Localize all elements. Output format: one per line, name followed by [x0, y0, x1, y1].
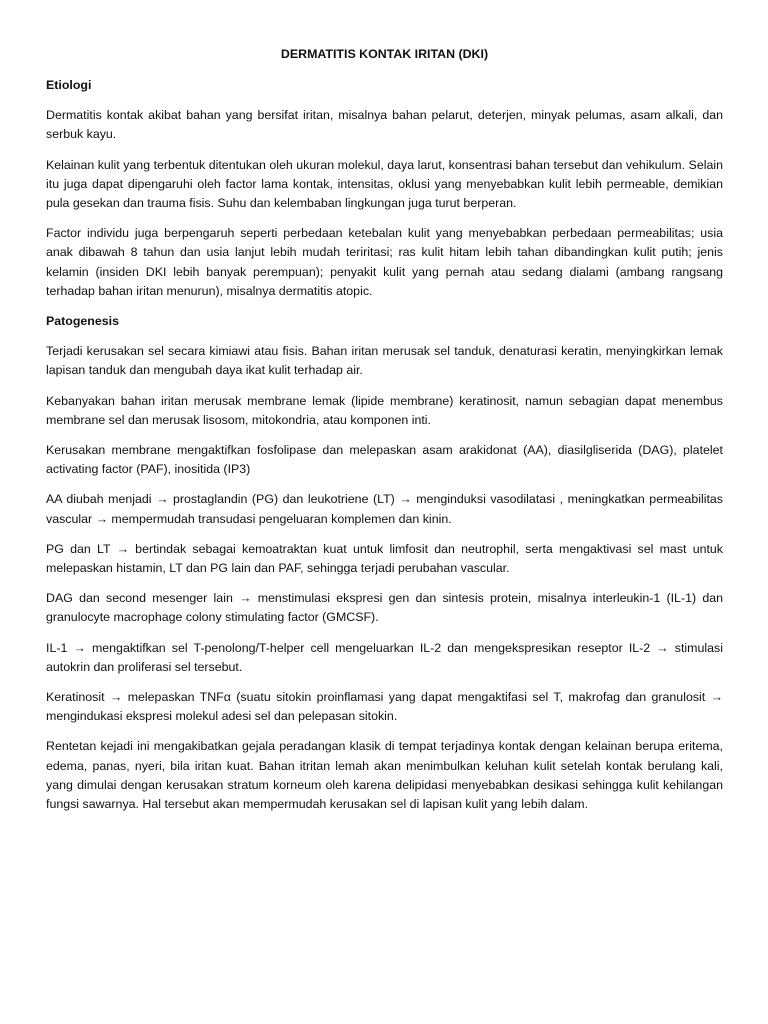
paragraph: Kelainan kulit yang terbentuk ditentukan oleh ukuran molekul, daya larut, konsentrasi bahan tersebut dan vehikulum. Selain itu juga dapat dipengaruhi oleh factor lama kontak, intensitas, oklusi yang menyebabkan kulit lebih permeable, demikian pula gesekan dan trauma fisis. Suhu dan kelembaban lingkungan juga turut berperan. [46, 157, 723, 211]
document-page [46, 44, 723, 825]
paragraph: IL-1 → mengaktifkan sel T-penolong/T-helper cell mengeluarkan IL-2 dan mengekspresikan reseptor IL-2 → stimulasi autokrin dan proliferasi sel tersebut. [46, 640, 723, 674]
section-heading-patogenesis: Patogenesis [46, 314, 119, 329]
document-title: DERMATITIS KONTAK IRITAN (DKI) [280, 47, 489, 61]
paragraph: Kerusakan membrane mengaktifkan fosfolipase dan melepaskan asam arakidonat (AA), diasilgliserida (DAG), platelet activating factor (PAF), inositida (IP3) [46, 443, 723, 477]
section-patogenesis [46, 312, 723, 814]
paragraph: DAG dan second mesenger lain → menstimulasi ekspresi gen dan sintesis protein, misalnya interleukin-1 (IL-1) dan granulocyte macrophage colony stimulating factor (GMCSF). [46, 591, 723, 625]
section-etiologi [46, 76, 723, 301]
paragraph: Rentetan kejadi ini mengakibatkan gejala peradangan klasik di tempat terjadinya kontak dengan kelainan berupa eritema, edema, panas, nyeri, bila iritan kuat. Bahan itritan lemah akan menimbulkan keluhan kulit setelah kontak berulang kali, yang dimulai dengan kerusakan stratum korneum oleh karena delipidasi menyebabkan desikasi sehingga kulit kehilangan fungsi sawarnya. Hal tersebut akan mempermudah kerusakan sel di lapisan kulit yang lebih dalam. [46, 739, 723, 812]
section-heading-etiologi: Etiologi [46, 78, 92, 92]
paragraph: Terjadi kerusakan sel secara kimiawi atau fisis. Bahan iritan merusak sel tanduk, denaturasi keratin, menyingkirkan lemak lapisan tanduk dan mengubah daya ikat kulit terhadap air. [46, 344, 723, 378]
paragraph: Keratinosit → melepaskan TNFα (suatu sitokin proinflamasi yang dapat mengaktifasi sel T, makrofag dan granulosit → mengindukasi ekspresi molekul adesi sel dan pelepasan sitokin. [46, 690, 723, 724]
paragraph: Dermatitis kontak akibat bahan yang bersifat iritan, misalnya bahan pelarut, deterjen, minyak pelumas, asam alkali, dan serbuk kayu. [46, 108, 723, 142]
paragraph: Kebanyakan bahan iritan merusak membrane lemak (lipide membrane) keratinosit, namun sebagian dapat menembus membrane sel dan merusak lisosom, mitokondria, atau komponen inti. [46, 393, 723, 427]
paragraph: PG dan LT → bertindak sebagai kemoatraktan kuat untuk limfosit dan neutrophil, serta mengaktivasi sel mast untuk melepaskan histamin, LT dan PG lain dan PAF, sehingga terjadi perubahan vascular. [46, 541, 723, 576]
paragraph: Factor individu juga berpengaruh seperti perbedaan ketebalan kulit yang menyebabkan perbedaan permeabilitas; usia anak dibawah 8 tahun dan usia lanjut lebih mudah teriritasi; ras kulit hitam lebih tahan dibandingkan kulit putih; jenis kelamin (insiden DKI lebih banyak perempuan); penyakit kulit yang pernah atau sedang dialami (ambang rangsang terhadap bahan iritan menurun), misalnya dermatitis atopic. [46, 226, 723, 298]
paragraph: AA diubah menjadi → prostaglandin (PG) dan leukotriene (LT) → menginduksi vasodilatasi , meningkatkan permeabilitas vascular → mempermudah transudasi pengeluaran komplemen dan kinin. [46, 492, 723, 526]
